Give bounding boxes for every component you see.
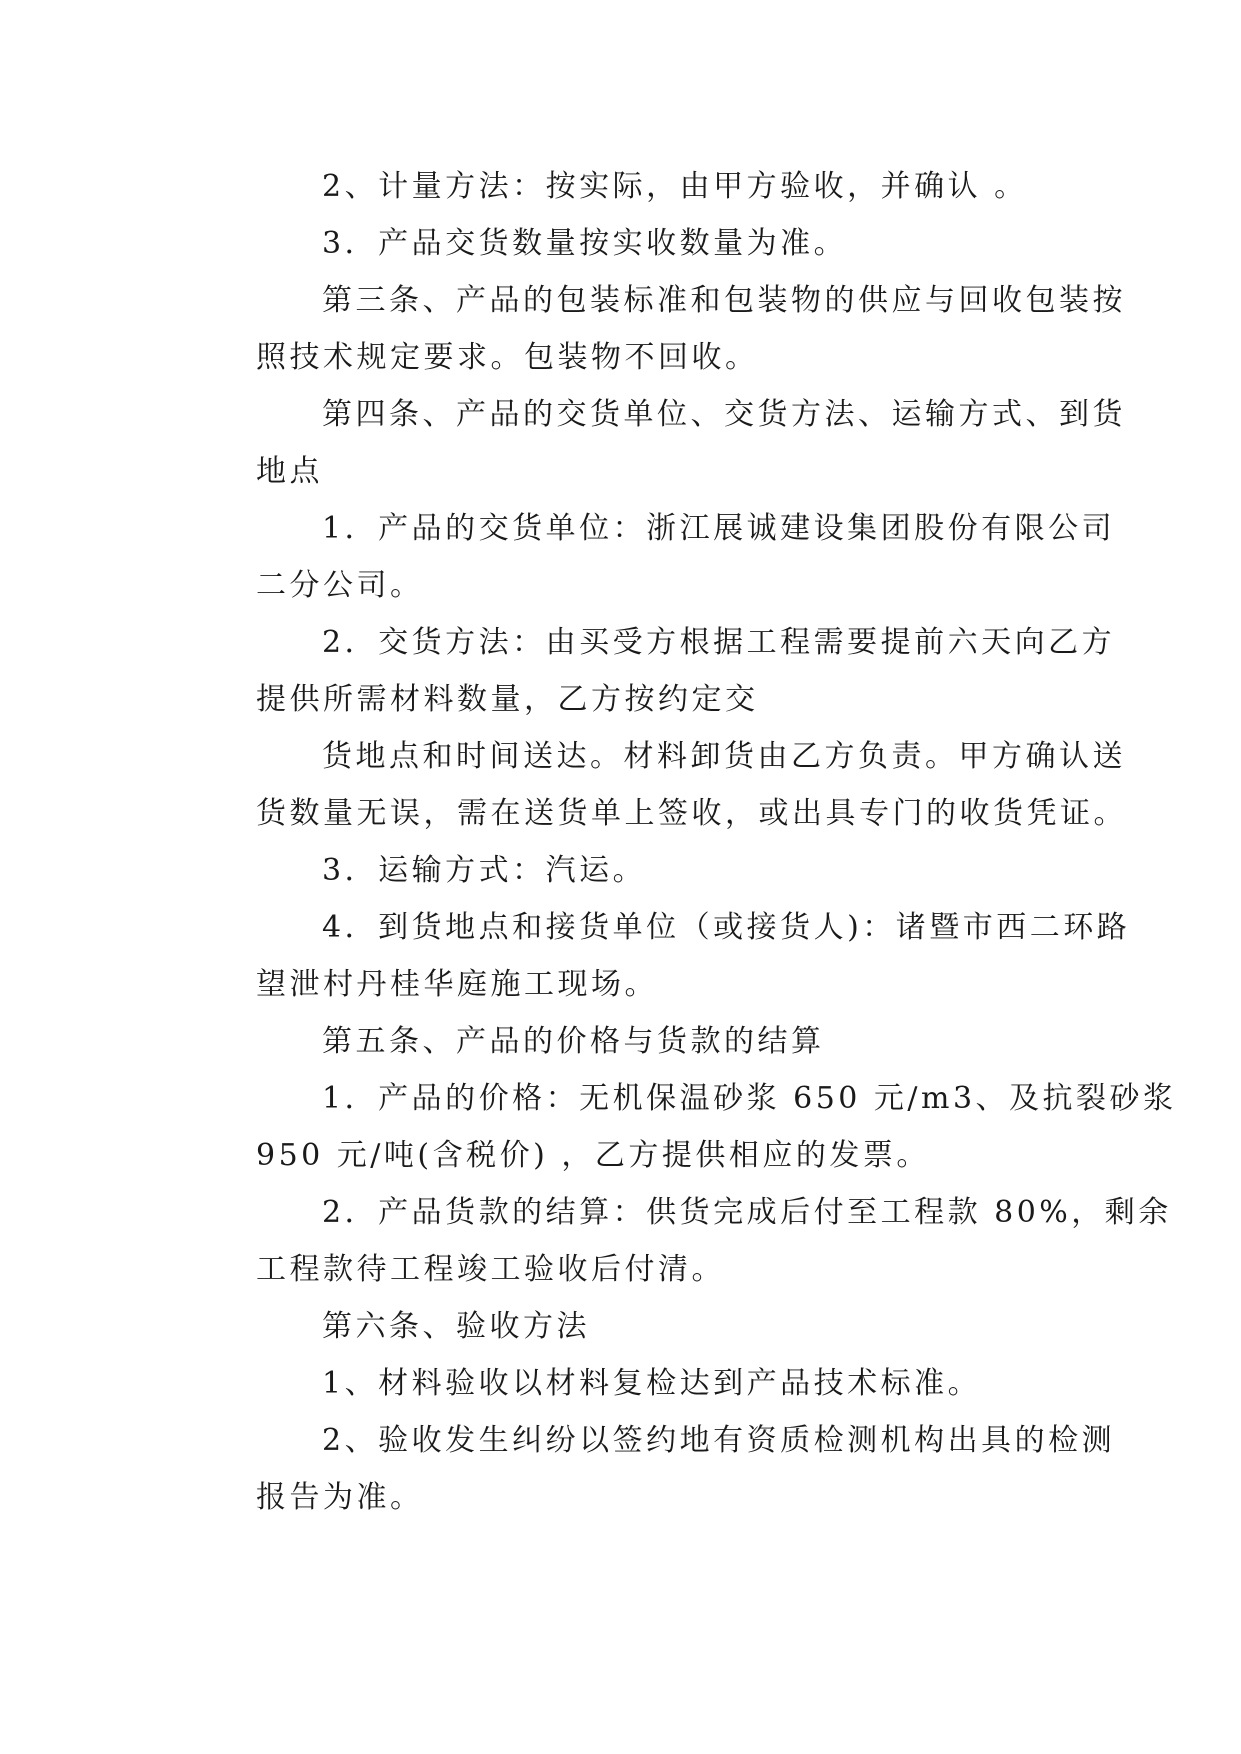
text-line: 第四条、产品的交货单位、交货方法、运输方式、到货: [322, 397, 1126, 432]
text-line: 工程款待工程竣工验收后付清。: [256, 1252, 725, 1287]
text-line: 第六条、验收方法: [322, 1309, 590, 1344]
document-page: [190, 158, 1177, 1526]
text-line: 2、计量方法：按实际，由甲方验收，并确认 。: [322, 169, 1028, 204]
text-line: 2、验收发生纠纷以签约地有资质检测机构出具的检测: [322, 1423, 1116, 1458]
text-line: 报告为准。: [256, 1480, 424, 1515]
text-line: 货地点和时间送达。材料卸货由乙方负责。甲方确认送: [322, 739, 1126, 774]
text-line: 1、材料验收以材料复检达到产品技术标准。: [322, 1366, 982, 1401]
text-line: 3．运输方式：汽运。: [322, 853, 647, 888]
text-line: 3．产品交货数量按实收数量为准。: [322, 226, 848, 261]
text-line: 提供所需材料数量，乙方按约定交: [256, 682, 759, 717]
text-line: 2．交货方法：由买受方根据工程需要提前六天向乙方: [322, 625, 1116, 660]
text-line: 1．产品的价格：无机保温砂浆 650 元/m3、及抗裂砂浆: [322, 1081, 1177, 1116]
text-line: 第五条、产品的价格与货款的结算: [322, 1024, 825, 1059]
text-line: 地点: [256, 454, 323, 489]
text-line: 照技术规定要求。包装物不回收。: [256, 340, 759, 375]
text-line: 1．产品的交货单位：浙江展诚建设集团股份有限公司: [322, 511, 1116, 546]
contract-text: [190, 158, 1177, 1526]
text-line: 望泄村丹桂华庭施工现场。: [256, 967, 658, 1002]
text-line: 2．产品货款的结算：供货完成后付至工程款 80%，剩余: [322, 1195, 1172, 1230]
text-line: 第三条、产品的包装标准和包装物的供应与回收包装按: [322, 283, 1126, 318]
text-line: 货数量无误，需在送货单上签收，或出具专门的收货凭证。: [256, 796, 1127, 831]
text-line: 4．到货地点和接货单位（或接货人)：诸暨市西二环路: [322, 910, 1131, 945]
text-line: 二分公司。: [256, 568, 424, 603]
text-line: 950 元/吨(含税价) ，乙方提供相应的发票。: [256, 1138, 930, 1173]
